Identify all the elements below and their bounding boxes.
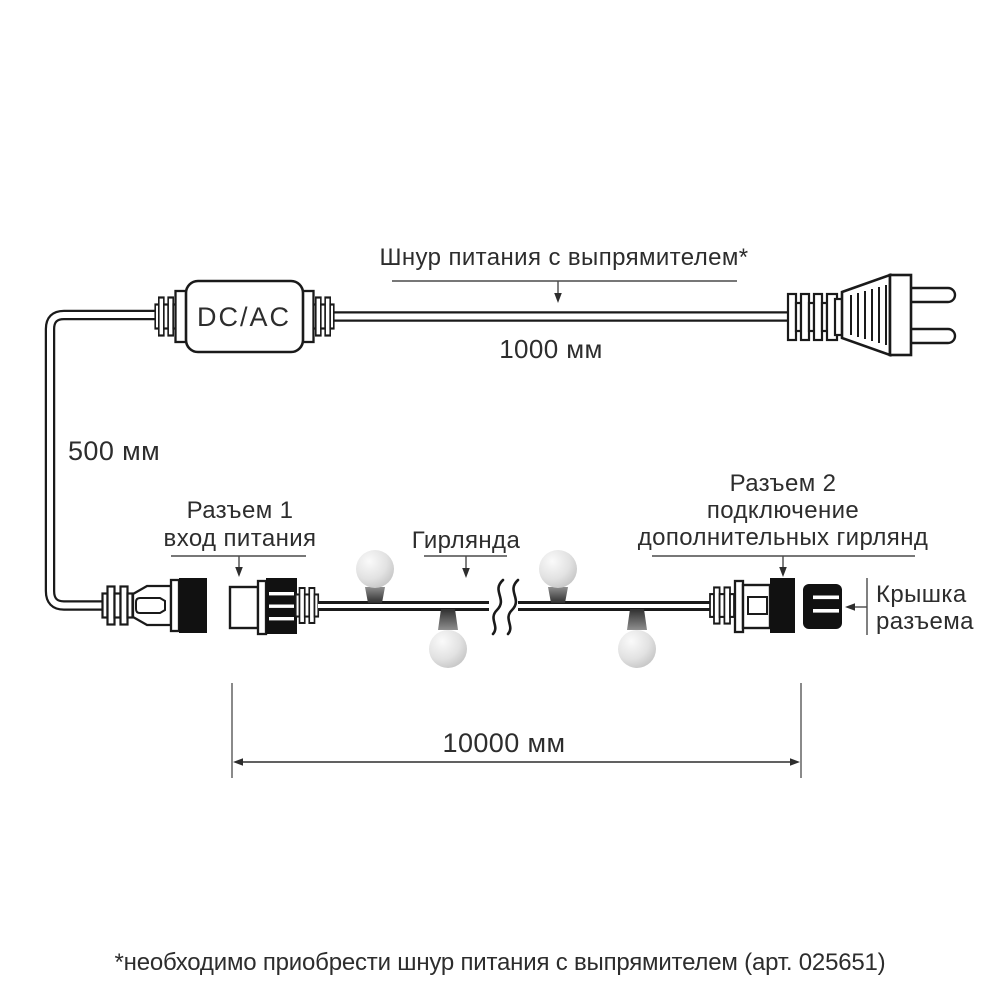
bulb bbox=[429, 609, 467, 668]
connector1-label bbox=[164, 497, 317, 553]
lead-length: 500 мм bbox=[68, 436, 161, 466]
connector2-outlet bbox=[710, 578, 795, 633]
connector2-label-line2: подключение bbox=[706, 497, 860, 524]
bulb bbox=[618, 609, 656, 668]
garland-length: 10000 мм bbox=[442, 728, 566, 758]
power-cord-label: Шнур питания с выпрямителем* bbox=[379, 244, 749, 271]
converter-label: DC/AC bbox=[196, 302, 292, 332]
bulb bbox=[539, 550, 577, 603]
connector1-nut bbox=[179, 578, 207, 633]
connector1-label-line2: вход питания bbox=[163, 525, 317, 552]
garland-inlet-nut bbox=[266, 578, 297, 634]
mains-plug-icon bbox=[788, 275, 955, 355]
connector1-label-line1: Разъем 1 bbox=[186, 497, 294, 524]
garland-label: Гирлянда bbox=[411, 527, 521, 554]
bulb bbox=[356, 550, 394, 603]
strain-relief-icon bbox=[155, 298, 177, 336]
cap-label-line2: разъема bbox=[876, 608, 974, 635]
footnote: *необходимо приобрести шнур питания с выпрямителем (арт. 025651) bbox=[114, 949, 886, 976]
connector2-label-line3: дополнительных гирлянд bbox=[637, 524, 929, 551]
cap-label bbox=[876, 581, 974, 635]
power-cord-length: 1000 мм bbox=[499, 334, 603, 364]
strain-relief-icon bbox=[103, 587, 133, 625]
strain-relief-icon bbox=[312, 298, 334, 336]
connector2-block bbox=[770, 578, 795, 633]
strain-relief-icon bbox=[296, 588, 319, 623]
cap-label-line1: Крышка bbox=[876, 581, 967, 608]
connector1-male-plug bbox=[103, 578, 208, 633]
connector2-label bbox=[638, 470, 929, 551]
garland-inlet-plug bbox=[230, 578, 318, 634]
connector2-label-line1: Разъем 2 bbox=[729, 470, 837, 497]
strain-relief-icon bbox=[710, 587, 734, 623]
connector-cap bbox=[803, 584, 842, 629]
wire-break-icon bbox=[493, 580, 518, 634]
